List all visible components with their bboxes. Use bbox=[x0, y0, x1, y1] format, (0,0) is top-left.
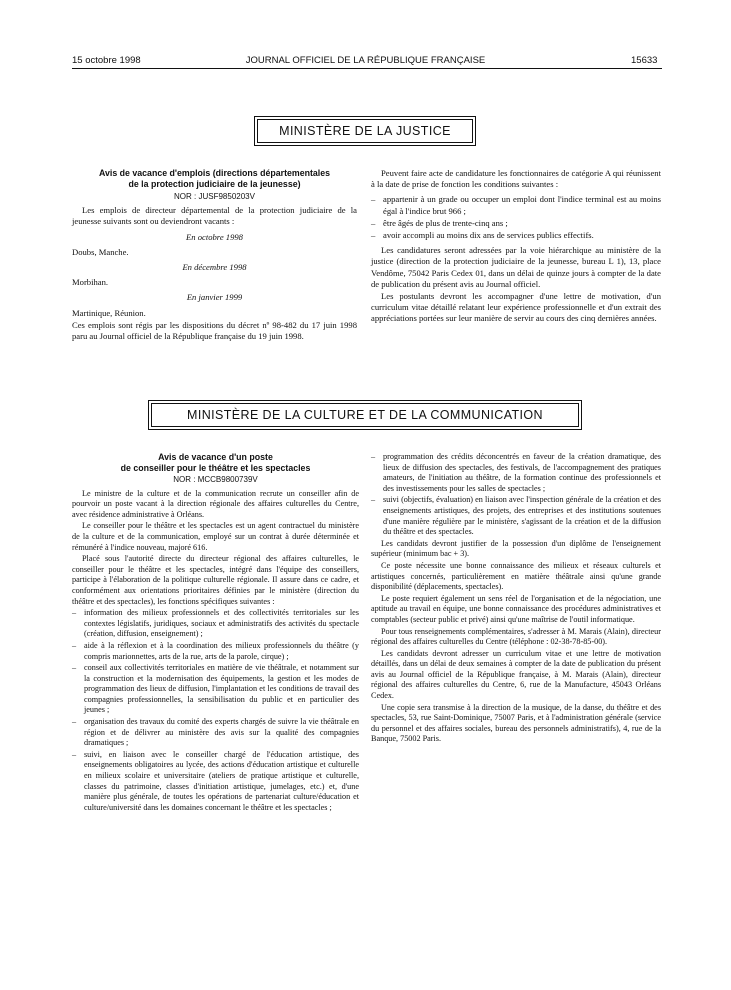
header-rule bbox=[72, 68, 662, 69]
justice-right-intro: Peuvent faire acte de candidature les fonctionnaires de catégorie A qui réunissent à la date de prise de fonction les conditions suivantes : bbox=[371, 168, 661, 190]
page-number: 15633 bbox=[631, 55, 658, 66]
culture-function-6: – programmation des crédits déconcentrés en faveur de la création dramatique, des lieux de diffusion des spectacles, des festivals, de l'accompagnement des pratiques amateurs, de l'initiation au théâtre, de la formation continue des professionnels et des investissements pour les salles de spectacles ; bbox=[371, 452, 661, 494]
justice-postulants: Les postulants devront les accompagner d'une lettre de motivation, d'un curriculum vitae détaillé relatant leur expérience professionnelle et d'un extrait des appréciations portées sur leur manière de servir au cours des cinq dernières années. bbox=[371, 291, 661, 324]
justice-date-3: En janvier 1999 bbox=[186, 292, 243, 303]
culture-paragraph-4: Les candidats devront justifier de la possession d'un diplôme de l'enseignement supérieur (minimum bac + 3). bbox=[371, 538, 661, 559]
culture-function-7: – suivi (objectifs, évaluation) en liaison avec l'inspection générale de la création et des enseignements artistiques, des projets, des entreprises et des institutions soutenues d'une manière régulière par le ministère, s'agissant de la création et de la diffusion du théâtre et des spectacles. bbox=[371, 495, 661, 537]
culture-paragraph-8: Les candidats devront adresser un curriculum vitae et une lettre de motivation détaillés, dans un délai de deux semaines à compter de la date de publication du présent avis au Journal officiel de la République française, à M. Marais (Alain), directeur régional des affaires culturelles du Centre, 6, rue de la Manufacture, 45043 Orléans Cedex. bbox=[371, 648, 661, 701]
justice-place-1: Doubs, Manche. bbox=[72, 246, 129, 257]
justice-ministry-box bbox=[254, 116, 476, 146]
culture-function-3: – conseil aux collectivités territoriales en matière de vie théâtrale, et notamment sur la construction et la modernisation des équipements, la gestion et les modes de programmation des lieux de diffusion, l'implantation et les conditions de travail des compagnies professionnelles, la sensibilisation du public et en particulier des jeunes ; bbox=[72, 663, 359, 716]
justice-intro: Les emplois de directeur départemental de la protection judiciaire de la jeunesse suivants sont ou deviendront vacants : bbox=[72, 205, 357, 227]
justice-candidatures: Les candidatures seront adressées par la voie hiérarchique au ministère de la justice (direction de la protection judiciaire de la jeunesse, bureau L 1), 13, place Vendôme, 75042 Paris Cedex 01, dans un délai de quinze jours à compter de la date de publication du présent avis au Journal officiel. bbox=[371, 245, 661, 289]
culture-function-4: – organisation des travaux du comité des experts chargés de suivre la vie théâtrale en région et de délivrer au ministère des avis sur la qualité des compagnies dramatiques ; bbox=[72, 717, 359, 749]
journal-title: JOURNAL OFFICIEL DE LA RÉPUBLIQUE FRANÇAISE bbox=[245, 55, 486, 66]
justice-place-3: Martinique, Réunion. bbox=[72, 307, 146, 318]
justice-ministry-title: MINISTÈRE DE LA JUSTICE bbox=[257, 119, 473, 143]
justice-nor: NOR : JUSF9850203V bbox=[174, 192, 255, 201]
header-date: 15 octobre 1998 bbox=[72, 55, 141, 66]
justice-date-2: En décembre 1998 bbox=[182, 262, 247, 273]
culture-paragraph-3: Placé sous l'autorité directe du directeur régional des affaires culturelles, le conseiller pour le théâtre et les spectacles, intégré dans l'équipe des conseillers, participe à l'élaboration de la politique culturelle régionale. Il assure dans ce cadre, et conformément aux orientations prioritaires définies par le ministère (direction du théâtre et des spectacles), les fonctions spécifiques suivantes : bbox=[72, 554, 359, 606]
culture-left-column bbox=[72, 452, 359, 814]
justice-date-1: En octobre 1998 bbox=[186, 231, 243, 242]
justice-left-column bbox=[72, 168, 357, 343]
culture-paragraph-7: Pour tous renseignements complémentaires, s'adresser à M. Marais (Alain), directeur régional des affaires culturelles du Centre (téléphone : 02-38-78-85-00). bbox=[371, 626, 661, 647]
culture-paragraph-1: Le ministre de la culture et de la communication recrute un conseiller afin de pourvoir un poste vacant à la direction régionale des affaires culturelles du Centre, avec résidence administrative à Orléans. bbox=[72, 488, 359, 519]
justice-right-column bbox=[371, 168, 661, 326]
justice-condition-2: – être âgés de plus de trente-cinq ans ; bbox=[371, 218, 661, 229]
culture-ministry-box bbox=[148, 400, 582, 430]
justice-conditions-list bbox=[371, 194, 661, 241]
culture-functions-list bbox=[72, 608, 359, 813]
culture-paragraph-9: Une copie sera transmise à la direction de la musique, de la danse, du théâtre et des spectacles, 53, rue Saint-Dominique, 75007 Paris, et à l'administration générale (service du personnel et des affaires sociales, bureau des personnels administratifs), 4, rue de la Banque, 75002 Paris. bbox=[371, 702, 661, 744]
justice-condition-3: – avoir accompli au moins dix ans de services publics effectifs. bbox=[371, 230, 661, 241]
culture-notice-title-1: Avis de vacance d'un poste bbox=[158, 452, 273, 462]
culture-function-1: – information des milieux professionnels et des collectivités territoriales sur les contextes législatifs, juridiques, sociaux et administratifs des activités du spectacle (création, diffusion, enseignement) ; bbox=[72, 608, 359, 640]
justice-closing: Ces emplois sont régis par les dispositions du décret nº 98-482 du 17 juin 1998 paru au Journal officiel de la République française du 19 juin 1998. bbox=[72, 319, 357, 342]
culture-paragraph-6: Le poste requiert également un sens réel de l'organisation et de la négociation, une aptitude au travail en équipe, une bonne connaissance des procédures administratives et comptables (secteur public et privé) ainsi qu'une maîtrise de l'outil informatique. bbox=[371, 593, 661, 624]
justice-condition-1: – appartenir à un grade ou occuper un emploi dont l'indice terminal est au moins égal à l'indice brut 966 ; bbox=[371, 194, 661, 216]
culture-nor: NOR : MCCB9800739V bbox=[173, 475, 258, 484]
culture-paragraph-2: Le conseiller pour le théâtre et les spectacles est un agent contractuel du ministère de la culture et de la communication, employé sur un contrat à durée déterminée et rémunéré à l'indice nouveau, majoré 616. bbox=[72, 521, 359, 552]
culture-function-5: – suivi, en liaison avec le conseiller chargé de l'éducation artistique, des enseignements obligatoires au lycée, des actions d'éducation artistique et culturelle en milieux scolaire et universitaire (ateliers de pratique artistique et culturelle, classes du patrimoine, classes d'initiation artistique, jumelages, etc.) et, d'une manière plus générale, de toutes les opérations de partenariat culture/éducation et culture/université dans les domaines concernant le théâtre et les spectacles ; bbox=[72, 750, 359, 814]
culture-paragraph-5: Ce poste nécessite une bonne connaissance des milieux et réseaux culturels et artistiques concernés, particulièrement en matière théâtrale ainsi qu'une grande disponibilité (déplacements, spectacles). bbox=[371, 560, 661, 592]
culture-functions-list-continued bbox=[371, 452, 661, 538]
culture-ministry-title: MINISTÈRE DE LA CULTURE ET DE LA COMMUNICATION bbox=[151, 403, 579, 427]
culture-function-2: – aide à la réflexion et à la coordination des milieux professionnels du théâtre (y compris marionnettes, arts de la rue, arts de la parole, cirque) ; bbox=[72, 641, 359, 662]
culture-notice-title-2: de conseiller pour le théâtre et les spectacles bbox=[120, 463, 311, 473]
justice-place-2: Morbihan. bbox=[72, 277, 109, 288]
justice-notice-title-1: Avis de vacance d'emplois (directions départementales bbox=[98, 168, 331, 178]
culture-right-column bbox=[371, 452, 661, 746]
justice-notice-title-2: de la protection judiciaire de la jeunesse) bbox=[128, 179, 301, 189]
